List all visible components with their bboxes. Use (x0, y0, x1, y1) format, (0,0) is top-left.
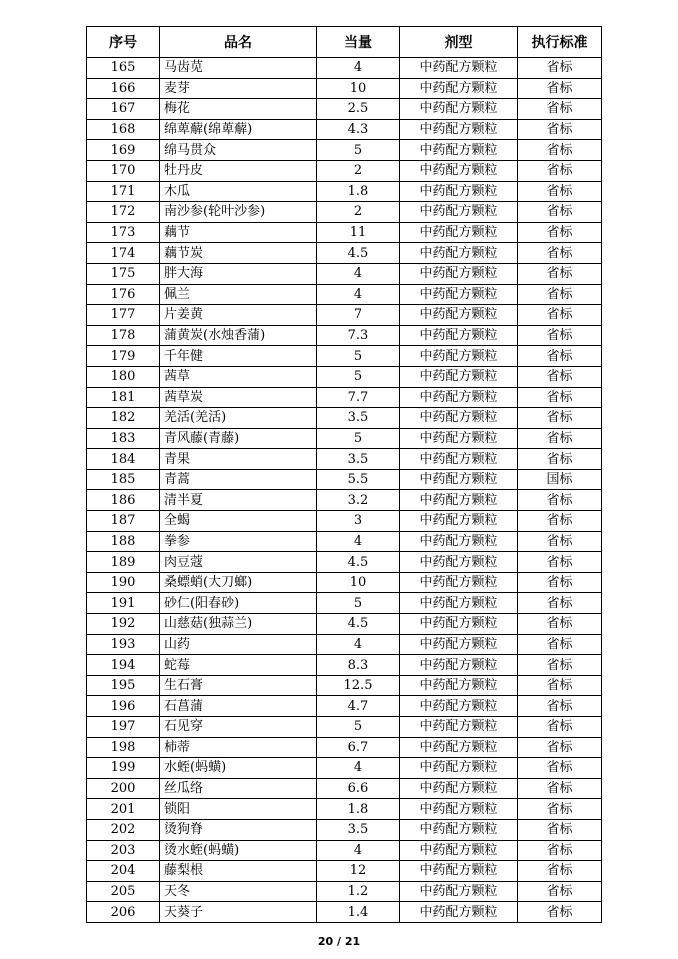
cell-equivalent: 4 (317, 263, 400, 284)
cell-name: 青果 (160, 449, 317, 470)
cell-equivalent: 5 (317, 346, 400, 367)
table-row (87, 469, 602, 490)
cell-standard: 省标 (518, 263, 602, 284)
cell-name: 梅花 (160, 99, 317, 120)
cell-dosage-form: 中药配方颗粒 (400, 696, 518, 717)
cell-standard: 省标 (518, 181, 602, 202)
table-body (87, 58, 602, 923)
cell-dosage-form: 中药配方颗粒 (400, 593, 518, 614)
cell-index: 180 (87, 366, 160, 387)
table-row (87, 449, 602, 470)
cell-name: 藤梨根 (160, 861, 317, 882)
cell-equivalent: 4.3 (317, 119, 400, 140)
cell-equivalent: 1.8 (317, 799, 400, 820)
cell-standard: 省标 (518, 325, 602, 346)
cell-dosage-form: 中药配方颗粒 (400, 284, 518, 305)
cell-dosage-form: 中药配方颗粒 (400, 263, 518, 284)
cell-dosage-form: 中药配方颗粒 (400, 243, 518, 264)
table-row (87, 387, 602, 408)
cell-index: 205 (87, 881, 160, 902)
cell-name: 茜草 (160, 366, 317, 387)
cell-equivalent: 12.5 (317, 675, 400, 696)
cell-standard: 省标 (518, 305, 602, 326)
cell-standard: 省标 (518, 140, 602, 161)
cell-index: 167 (87, 99, 160, 120)
table-row (87, 737, 602, 758)
table-row (87, 655, 602, 676)
cell-equivalent: 4.5 (317, 243, 400, 264)
cell-name: 石菖蒲 (160, 696, 317, 717)
cell-standard: 省标 (518, 799, 602, 820)
cell-equivalent: 4 (317, 531, 400, 552)
cell-dosage-form: 中药配方颗粒 (400, 305, 518, 326)
cell-index: 170 (87, 160, 160, 181)
cell-standard: 省标 (518, 572, 602, 593)
cell-standard: 省标 (518, 449, 602, 470)
cell-standard: 省标 (518, 655, 602, 676)
cell-dosage-form: 中药配方颗粒 (400, 181, 518, 202)
cell-standard: 省标 (518, 119, 602, 140)
cell-index: 190 (87, 572, 160, 593)
table-row (87, 675, 602, 696)
cell-dosage-form: 中药配方颗粒 (400, 634, 518, 655)
cell-name: 水蛭(蚂蟥) (160, 758, 317, 779)
cell-equivalent: 6.7 (317, 737, 400, 758)
cell-name: 烫狗脊 (160, 819, 317, 840)
cell-equivalent: 4 (317, 58, 400, 79)
table-row (87, 366, 602, 387)
cell-equivalent: 2 (317, 160, 400, 181)
cell-index: 169 (87, 140, 160, 161)
table-row (87, 634, 602, 655)
cell-equivalent: 4 (317, 634, 400, 655)
table-row (87, 861, 602, 882)
cell-dosage-form: 中药配方颗粒 (400, 799, 518, 820)
cell-equivalent: 7.3 (317, 325, 400, 346)
cell-standard: 省标 (518, 78, 602, 99)
cell-name: 藕节 (160, 222, 317, 243)
cell-name: 天葵子 (160, 902, 317, 923)
cell-equivalent: 4 (317, 284, 400, 305)
cell-dosage-form: 中药配方颗粒 (400, 531, 518, 552)
cell-index: 199 (87, 758, 160, 779)
cell-index: 185 (87, 469, 160, 490)
cell-dosage-form: 中药配方颗粒 (400, 449, 518, 470)
table-row (87, 243, 602, 264)
cell-dosage-form: 中药配方颗粒 (400, 614, 518, 635)
cell-standard: 省标 (518, 696, 602, 717)
table-row (87, 840, 602, 861)
table-row (87, 160, 602, 181)
table-row (87, 614, 602, 635)
cell-standard: 省标 (518, 222, 602, 243)
cell-index: 188 (87, 531, 160, 552)
page-number: 20 / 21 (317, 935, 361, 948)
cell-dosage-form: 中药配方颗粒 (400, 160, 518, 181)
cell-name: 胖大海 (160, 263, 317, 284)
table-row (87, 263, 602, 284)
cell-index: 182 (87, 408, 160, 429)
cell-standard: 省标 (518, 346, 602, 367)
cell-equivalent: 6.6 (317, 778, 400, 799)
header-index: 序号 (87, 27, 160, 58)
cell-dosage-form: 中药配方颗粒 (400, 222, 518, 243)
cell-standard: 省标 (518, 552, 602, 573)
cell-standard: 省标 (518, 366, 602, 387)
table-row (87, 346, 602, 367)
table-row (87, 696, 602, 717)
cell-index: 187 (87, 511, 160, 532)
cell-standard: 省标 (518, 408, 602, 429)
cell-dosage-form: 中药配方颗粒 (400, 346, 518, 367)
cell-dosage-form: 中药配方颗粒 (400, 778, 518, 799)
cell-dosage-form: 中药配方颗粒 (400, 140, 518, 161)
cell-dosage-form: 中药配方颗粒 (400, 675, 518, 696)
cell-equivalent: 3.2 (317, 490, 400, 511)
cell-name: 砂仁(阳春砂) (160, 593, 317, 614)
cell-standard: 省标 (518, 614, 602, 635)
cell-index: 179 (87, 346, 160, 367)
cell-equivalent: 5 (317, 428, 400, 449)
table-row (87, 881, 602, 902)
cell-index: 204 (87, 861, 160, 882)
header-name: 品名 (160, 27, 317, 58)
cell-equivalent: 5 (317, 717, 400, 738)
cell-dosage-form: 中药配方颗粒 (400, 99, 518, 120)
cell-equivalent: 4 (317, 840, 400, 861)
cell-dosage-form: 中药配方颗粒 (400, 819, 518, 840)
cell-index: 176 (87, 284, 160, 305)
table-row (87, 408, 602, 429)
cell-name: 生石膏 (160, 675, 317, 696)
cell-name: 烫水蛭(蚂蟥) (160, 840, 317, 861)
cell-dosage-form: 中药配方颗粒 (400, 840, 518, 861)
cell-standard: 省标 (518, 861, 602, 882)
cell-standard: 省标 (518, 819, 602, 840)
cell-index: 197 (87, 717, 160, 738)
cell-dosage-form: 中药配方颗粒 (400, 881, 518, 902)
cell-index: 198 (87, 737, 160, 758)
cell-dosage-form: 中药配方颗粒 (400, 758, 518, 779)
cell-index: 206 (87, 902, 160, 923)
table-row (87, 58, 602, 79)
cell-dosage-form: 中药配方颗粒 (400, 58, 518, 79)
cell-name: 马齿苋 (160, 58, 317, 79)
cell-standard: 省标 (518, 902, 602, 923)
cell-name: 片姜黄 (160, 305, 317, 326)
cell-standard: 省标 (518, 99, 602, 120)
table-row (87, 819, 602, 840)
cell-name: 清半夏 (160, 490, 317, 511)
cell-dosage-form: 中药配方颗粒 (400, 202, 518, 223)
cell-name: 麦芽 (160, 78, 317, 99)
cell-index: 192 (87, 614, 160, 635)
cell-equivalent: 1.8 (317, 181, 400, 202)
cell-standard: 省标 (518, 881, 602, 902)
cell-name: 拳参 (160, 531, 317, 552)
cell-equivalent: 3.5 (317, 449, 400, 470)
cell-name: 南沙参(轮叶沙参) (160, 202, 317, 223)
cell-name: 锁阳 (160, 799, 317, 820)
cell-name: 木瓜 (160, 181, 317, 202)
cell-index: 177 (87, 305, 160, 326)
cell-index: 165 (87, 58, 160, 79)
cell-standard: 省标 (518, 675, 602, 696)
cell-standard: 省标 (518, 634, 602, 655)
cell-dosage-form: 中药配方颗粒 (400, 78, 518, 99)
cell-index: 186 (87, 490, 160, 511)
cell-standard: 省标 (518, 202, 602, 223)
cell-name: 石见穿 (160, 717, 317, 738)
cell-name: 桑螵蛸(大刀螂) (160, 572, 317, 593)
cell-name: 丝瓜络 (160, 778, 317, 799)
cell-equivalent: 7 (317, 305, 400, 326)
cell-dosage-form: 中药配方颗粒 (400, 387, 518, 408)
cell-standard: 省标 (518, 243, 602, 264)
table-row (87, 531, 602, 552)
cell-standard: 省标 (518, 593, 602, 614)
table-header-row (87, 27, 602, 58)
cell-index: 172 (87, 202, 160, 223)
cell-dosage-form: 中药配方颗粒 (400, 552, 518, 573)
cell-index: 194 (87, 655, 160, 676)
cell-name: 全蝎 (160, 511, 317, 532)
table-row (87, 717, 602, 738)
cell-equivalent: 4 (317, 758, 400, 779)
cell-equivalent: 2 (317, 202, 400, 223)
table-row (87, 325, 602, 346)
cell-standard: 省标 (518, 160, 602, 181)
cell-name: 佩兰 (160, 284, 317, 305)
cell-name: 青蒿 (160, 469, 317, 490)
table-row (87, 202, 602, 223)
cell-standard: 省标 (518, 511, 602, 532)
cell-standard: 省标 (518, 758, 602, 779)
cell-dosage-form: 中药配方颗粒 (400, 737, 518, 758)
table-row (87, 902, 602, 923)
cell-dosage-form: 中药配方颗粒 (400, 366, 518, 387)
table-row (87, 490, 602, 511)
cell-equivalent: 4.5 (317, 614, 400, 635)
table-row (87, 778, 602, 799)
cell-name: 藕节炭 (160, 243, 317, 264)
table-row (87, 99, 602, 120)
cell-dosage-form: 中药配方颗粒 (400, 428, 518, 449)
cell-equivalent: 7.7 (317, 387, 400, 408)
cell-standard: 省标 (518, 778, 602, 799)
cell-equivalent: 3 (317, 511, 400, 532)
cell-equivalent: 5 (317, 140, 400, 161)
cell-index: 193 (87, 634, 160, 655)
cell-standard: 省标 (518, 531, 602, 552)
cell-standard: 省标 (518, 717, 602, 738)
cell-equivalent: 1.4 (317, 902, 400, 923)
cell-standard: 省标 (518, 428, 602, 449)
cell-name: 山药 (160, 634, 317, 655)
cell-dosage-form: 中药配方颗粒 (400, 511, 518, 532)
cell-name: 山慈菇(独蒜兰) (160, 614, 317, 635)
table-row (87, 758, 602, 779)
cell-dosage-form: 中药配方颗粒 (400, 655, 518, 676)
cell-equivalent: 8.3 (317, 655, 400, 676)
cell-name: 天冬 (160, 881, 317, 902)
cell-equivalent: 1.2 (317, 881, 400, 902)
cell-dosage-form: 中药配方颗粒 (400, 902, 518, 923)
cell-index: 178 (87, 325, 160, 346)
cell-dosage-form: 中药配方颗粒 (400, 408, 518, 429)
cell-name: 蒲黄炭(水烛香蒲) (160, 325, 317, 346)
cell-name: 青风藤(青藤) (160, 428, 317, 449)
table-row (87, 181, 602, 202)
table-row (87, 593, 602, 614)
cell-equivalent: 11 (317, 222, 400, 243)
cell-equivalent: 5.5 (317, 469, 400, 490)
cell-standard: 省标 (518, 490, 602, 511)
cell-name: 肉豆蔻 (160, 552, 317, 573)
cell-index: 189 (87, 552, 160, 573)
cell-standard: 省标 (518, 58, 602, 79)
cell-dosage-form: 中药配方颗粒 (400, 119, 518, 140)
cell-index: 191 (87, 593, 160, 614)
cell-name: 茜草炭 (160, 387, 317, 408)
cell-name: 牡丹皮 (160, 160, 317, 181)
cell-equivalent: 5 (317, 593, 400, 614)
table-row (87, 140, 602, 161)
cell-name: 蛇莓 (160, 655, 317, 676)
table-row (87, 222, 602, 243)
table-row (87, 78, 602, 99)
cell-standard: 省标 (518, 284, 602, 305)
cell-dosage-form: 中药配方颗粒 (400, 572, 518, 593)
cell-standard: 省标 (518, 840, 602, 861)
cell-equivalent: 10 (317, 78, 400, 99)
cell-index: 203 (87, 840, 160, 861)
herb-table (86, 26, 602, 923)
cell-equivalent: 3.5 (317, 819, 400, 840)
header-dosage-form: 剂型 (400, 27, 518, 58)
cell-equivalent: 5 (317, 366, 400, 387)
cell-index: 168 (87, 119, 160, 140)
cell-index: 196 (87, 696, 160, 717)
cell-index: 183 (87, 428, 160, 449)
cell-equivalent: 2.5 (317, 99, 400, 120)
table-row (87, 428, 602, 449)
cell-index: 201 (87, 799, 160, 820)
table-row (87, 119, 602, 140)
table-row (87, 305, 602, 326)
header-equivalent: 当量 (317, 27, 400, 58)
cell-index: 173 (87, 222, 160, 243)
cell-index: 202 (87, 819, 160, 840)
table-row (87, 799, 602, 820)
cell-name: 千年健 (160, 346, 317, 367)
cell-equivalent: 3.5 (317, 408, 400, 429)
cell-dosage-form: 中药配方颗粒 (400, 325, 518, 346)
cell-index: 166 (87, 78, 160, 99)
table-row (87, 572, 602, 593)
cell-equivalent: 10 (317, 572, 400, 593)
cell-index: 171 (87, 181, 160, 202)
table-row (87, 552, 602, 573)
cell-index: 200 (87, 778, 160, 799)
cell-dosage-form: 中药配方颗粒 (400, 469, 518, 490)
cell-name: 柿蒂 (160, 737, 317, 758)
header-standard: 执行标准 (518, 27, 602, 58)
cell-name: 绵马贯众 (160, 140, 317, 161)
cell-dosage-form: 中药配方颗粒 (400, 490, 518, 511)
cell-equivalent: 4.7 (317, 696, 400, 717)
cell-dosage-form: 中药配方颗粒 (400, 717, 518, 738)
table-row (87, 511, 602, 532)
cell-equivalent: 12 (317, 861, 400, 882)
cell-index: 174 (87, 243, 160, 264)
cell-name: 羌活(羌活) (160, 408, 317, 429)
cell-standard: 省标 (518, 737, 602, 758)
cell-index: 175 (87, 263, 160, 284)
cell-dosage-form: 中药配方颗粒 (400, 861, 518, 882)
cell-index: 184 (87, 449, 160, 470)
cell-index: 195 (87, 675, 160, 696)
table-row (87, 284, 602, 305)
cell-name: 绵萆薢(绵萆薢) (160, 119, 317, 140)
cell-standard: 省标 (518, 387, 602, 408)
cell-index: 181 (87, 387, 160, 408)
cell-standard: 国标 (518, 469, 602, 490)
cell-equivalent: 4.5 (317, 552, 400, 573)
